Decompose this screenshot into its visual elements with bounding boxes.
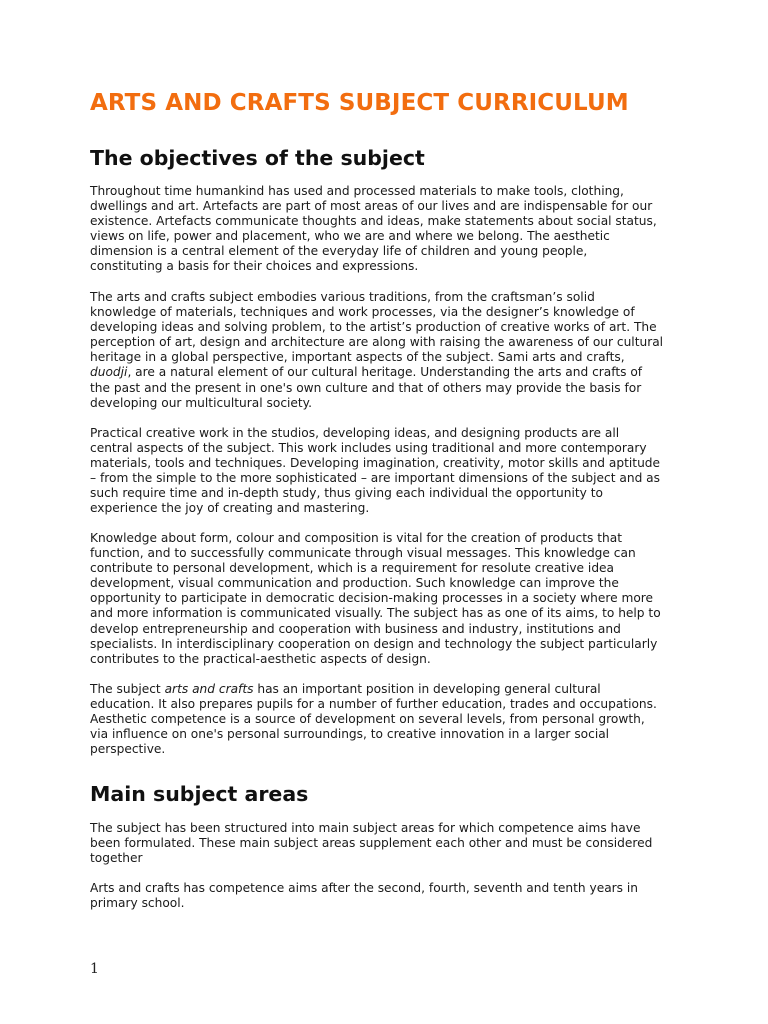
text-fragment: has an important position in developing general cultural bbox=[253, 682, 601, 696]
italic-term-arts-and-crafts: arts and crafts bbox=[164, 682, 254, 696]
text-line: via influence on one's personal surroundings, to creative innovation in a larger social bbox=[90, 727, 610, 742]
text-line: develop entrepreneurship and cooperation with business and industry, institutions and bbox=[90, 621, 621, 636]
text-line: developing ideas and solving problem, to the artist’s production of creative works of art. The bbox=[90, 320, 657, 335]
document-title: ARTS AND CRAFTS SUBJECT CURRICULUM bbox=[90, 90, 629, 116]
text-line bbox=[90, 682, 601, 696]
text-line: views on life, power and placement, who we are and where we belong. The aesthetic bbox=[90, 229, 610, 244]
text-line: and more information is communicated visually. The subject has as one of its aims, to help to bbox=[90, 606, 661, 621]
text-line: Throughout time humankind has used and processed materials to make tools, clothing, bbox=[90, 184, 624, 198]
text-line: primary school. bbox=[90, 896, 185, 911]
text-line: Aesthetic competence is a source of development on several levels, from personal growth, bbox=[90, 712, 645, 727]
text-line: the past and the present in one's own culture and that of others may provide the basis for bbox=[90, 380, 642, 395]
text-line: together bbox=[90, 851, 143, 866]
text-line: developing our multicultural society. bbox=[90, 395, 313, 410]
text-line bbox=[90, 365, 642, 379]
paragraph-competence-aims bbox=[90, 881, 690, 911]
text-line: existence. Artefacts communicate thoughts and ideas, make statements about social status, bbox=[90, 214, 657, 229]
text-fragment: , are a natural element of our cultural heritage. Understanding the arts and crafts of bbox=[127, 365, 643, 380]
text-line: dimension is a central element of the everyday life of children and young people, bbox=[90, 244, 588, 259]
text-line: heritage in a global perspective, important aspects of the subject. Sami arts and crafts, bbox=[90, 350, 625, 365]
text-line: development, visual communication and production. Such knowledge can improve the bbox=[90, 576, 619, 591]
text-line: perception of art, design and architecture are along with raising the awareness of our cultural bbox=[90, 335, 664, 350]
text-line: function, and to successfully communicate through visual messages. This knowledge can bbox=[90, 546, 636, 561]
paragraph-main-areas-structure bbox=[90, 821, 690, 866]
text-line: dwellings and art. Artefacts are part of most areas of our lives and are indispensable for our bbox=[90, 199, 653, 214]
paragraph-traditions bbox=[90, 290, 690, 411]
text-line: The arts and crafts subject embodies various traditions, from the craftsman’s solid bbox=[90, 290, 595, 304]
text-line: knowledge of materials, techniques and work processes, via the designer’s knowledge of bbox=[90, 305, 635, 320]
paragraph-subject-position bbox=[90, 682, 690, 757]
text-line: Practical creative work in the studios, developing ideas, and designing products are all bbox=[90, 426, 620, 440]
text-line: been formulated. These main subject areas supplement each other and must be considered bbox=[90, 836, 653, 851]
text-line: materials, tools and techniques. Developing imagination, creativity, motor skills and aptitude bbox=[90, 456, 661, 471]
text-line: constituting a basis for their choices and expressions. bbox=[90, 259, 419, 274]
text-line: specialists. In interdisciplinary cooperation on design and technology the subject particularly bbox=[90, 636, 658, 651]
text-line: perspective. bbox=[90, 742, 166, 757]
paragraph-practical-creative-work bbox=[90, 426, 690, 517]
italic-term-duodji: duodji bbox=[90, 365, 128, 380]
text-fragment: The subject bbox=[90, 682, 165, 696]
text-line: central aspects of the subject. This work includes using traditional and more contemporary bbox=[90, 441, 647, 456]
text-line: experience the joy of creating and mastering. bbox=[90, 501, 370, 516]
text-line: The subject has been structured into main subject areas for which competence aims have bbox=[90, 821, 641, 835]
text-line: contributes to the practical-aesthetic aspects of design. bbox=[90, 651, 431, 666]
section-heading-objectives: The objectives of the subject bbox=[90, 146, 425, 170]
paragraph-humankind-materials bbox=[90, 184, 690, 275]
text-line: – from the simple to the more sophisticated – are important dimensions of the subject and as bbox=[90, 471, 660, 486]
section-heading-main-areas: Main subject areas bbox=[90, 782, 309, 806]
text-line: Knowledge about form, colour and composition is vital for the creation of products that bbox=[90, 531, 622, 545]
text-line: contribute to personal development, which is a requirement for resolute creative idea bbox=[90, 561, 615, 576]
paragraph-form-colour-composition bbox=[90, 531, 690, 667]
page-number: 1 bbox=[90, 961, 99, 977]
text-line: Arts and crafts has competence aims after the second, fourth, seventh and tenth years in bbox=[90, 881, 639, 895]
text-line: education. It also prepares pupils for a number of further education, trades and occupations. bbox=[90, 697, 657, 712]
text-line: opportunity to participate in democratic decision-making processes in a society where more bbox=[90, 591, 654, 606]
text-line: such require time and in-depth study, thus giving each individual the opportunity to bbox=[90, 486, 603, 501]
